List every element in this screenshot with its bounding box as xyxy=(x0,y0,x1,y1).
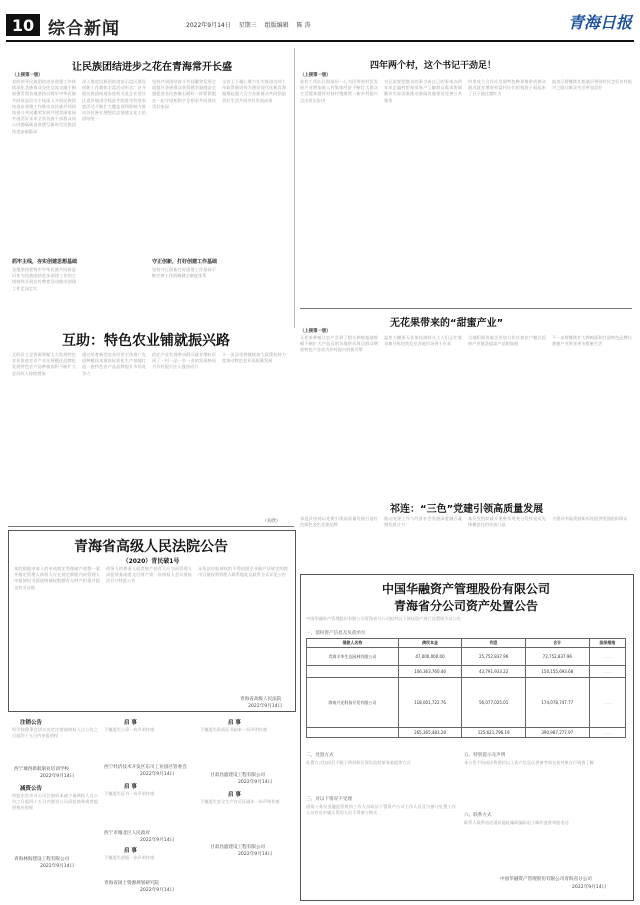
page-header xyxy=(0,0,640,44)
asset-table-header xyxy=(307,639,626,648)
col-header: 合计 xyxy=(525,639,589,648)
cell: 390,987,277.97 xyxy=(525,728,589,738)
article1-subhead2: 守正创新，打好创建工作基础 xyxy=(152,259,218,265)
small-notice-1-issuer: 西宁城西新航职业培训学校 xyxy=(14,767,70,772)
small-notice-2-issuer: 青海林海建设工程有限公司 xyxy=(14,857,70,862)
cell: 47,000,000.00 xyxy=(398,648,462,666)
asset-notes-right-text2: 联系人联系电话通讯地址邮政编码电子邮件监督举报电话 xyxy=(464,820,569,825)
article5-text-col1: 祁连县坚持以党建引领高质量发展打造红色绿色金色党建品牌 xyxy=(300,516,378,528)
asset-table xyxy=(306,638,626,738)
cell: 72,752,837.96 xyxy=(525,648,589,666)
article1-text-col4: 全省上下凝心聚力扎实推进各项工作取得新成效为建设现代化新青海凝聚起强大合力各族群众共同创造美好生活共同享有发展成果 xyxy=(222,79,286,103)
small-notice-1-text: 经学校理事会决议决定注销请债权人自公告之日起四十五日内申报债权 xyxy=(12,727,98,739)
article1-text-col3b: 坚持守正创新打好创建工作基础不断完善工作机制健全制度体系 xyxy=(152,267,216,279)
article4-text-col1: 互助县立足资源禀赋大力发展特色农业推进农业产业化规模化品牌化发展特色农产品种植面积不断扩大农民收入持续增加 xyxy=(12,352,76,376)
court-notice-number: （2020）青民破1号 xyxy=(122,558,180,565)
cell: 125,621,796.19 xyxy=(462,728,526,738)
small-notice-4-date: 2022年9月14日 xyxy=(238,780,273,785)
small-notice-1-date: 2022年9月14日 xyxy=(40,774,75,779)
article1-title: 让民族团结进步之花在青海常开长盛 xyxy=(72,62,232,73)
cell: …… xyxy=(589,666,625,678)
small-notice-5-title: 启 事 xyxy=(124,784,137,790)
court-notice-title: 青海省高级人民法院公告 xyxy=(74,539,228,555)
article5-text-col3: 基层党组织战斗堡垒作用充分发挥党员先锋模范作用更加凸显 xyxy=(468,516,546,528)
small-notice-7-title: 启 事 xyxy=(124,848,137,854)
weekday: 星期三 xyxy=(238,22,257,29)
article1-lead: （上接第一版） xyxy=(12,73,43,78)
small-notice-5-date: 2022年9月14日 xyxy=(140,838,175,843)
newspaper-logo: 青海日报 xyxy=(567,13,632,32)
cell: 174,078,747.77 xyxy=(525,678,589,728)
editor-label: 组版编辑 xyxy=(264,22,289,29)
cell: 106,363,760.46 xyxy=(398,666,462,678)
asset-notes-left-text2: 国家公务员金融监管机构工作人员政法干警资产公司工作人员及与参与处置工作人员有近亲属关系的人员不得参与购买 xyxy=(306,804,456,816)
asset-notes-right-2: 六、联系方式 xyxy=(464,813,492,818)
article1-text-col1b: 各地坚持把铸牢中华民族共同体意识作为民族团结进步创建工作的主线持续开展宣传教育活动推动创建工作走深走实 xyxy=(12,267,76,291)
cell xyxy=(307,728,399,738)
article4-byline: （关欣） xyxy=(262,519,281,524)
asset-notice-title2: 青海省分公司资产处置公告 xyxy=(393,599,538,613)
asset-notes-right-text1: 本公告不构成出售要约以上资产信息仅供参考请交易对象自行调查了解 xyxy=(464,760,594,765)
table-row xyxy=(307,648,626,666)
court-notice-text-col2: 债务人的债务人或者财产持有人应当向管理人清偿债务或者交付财产第一次债权人会议将依法召开特此公告 xyxy=(106,566,192,584)
table-row xyxy=(307,678,626,728)
small-notice-6-text: 不慎遗失安全生产许可证副本一份声明作废 xyxy=(200,799,280,804)
small-notice-3-text: 不慎遗失公章一枚声明作废 xyxy=(104,727,155,732)
cell: 43,791,933.22 xyxy=(462,666,526,678)
article2-text-col4: 他表示将继续扎根基层带领村民走好乡村振兴之路让群众生活更加美好 xyxy=(552,79,632,91)
court-notice-issuer: 青海省高级人民法院 xyxy=(240,697,282,702)
article1-text-col1: 党的领导民族团结进步创建工作持续深化各族群众交往交流交融不断加强青海各地坚持以铸牢中华民族共同体意识为主线深入开展民族团结进步创建工作推动各民族共同团结奋斗共同繁荣发展共建美丽家园共创美好未来全省各族干部群众同心同德砥砺奋进谱写新时代民族团结进步新篇章 xyxy=(12,79,76,134)
court-notice-date: 2022年9月14日 xyxy=(248,704,283,709)
article3-text-col2: 温室大棚里无花果挂满枝头工人们正忙着采摘分拣包装发往各地市场供不应求 xyxy=(384,335,462,347)
asset-table-caption: 一、债权资产信息及负债单位 xyxy=(306,631,366,636)
small-notice-6-title: 启 事 xyxy=(228,792,241,798)
editor-name: 陈 涛 xyxy=(296,22,311,29)
asset-notice-issuer: 中国华融资产管理股份有限公司青海省分公司 xyxy=(500,877,592,882)
col-header: 担保措施 xyxy=(589,639,625,648)
article3-text-col1: 无花果种植让农户尝到了甜头种植基地规模不断扩大产品远销各地带动周边群众增收特色产业成为乡村振兴的新引擎 xyxy=(300,335,378,353)
column-divider xyxy=(294,48,295,328)
cell: 150,155,693.68 xyxy=(525,666,589,678)
article2-text-col3: 村里成立合作社发展特色种养殖带动群众就近就业增收致富村民们的钱袋子鼓起来了日子越过越红火 xyxy=(468,79,546,97)
cell xyxy=(307,666,399,678)
cell: 265,365,483.28 xyxy=(398,728,462,738)
article5-text-col2: 推动党建工作与经济社会发展深度融合凝聚发展合力 xyxy=(384,516,462,528)
cell: 56,077,025.01 xyxy=(462,678,526,728)
cell: 海南兴光科技开发有限公司 xyxy=(307,678,399,728)
article1-text-col3: 坚持共同团结奋斗共同繁荣发展全面提升各族群众获得感幸福感安全感促进各民族像石榴籽一样紧紧抱在一起守望相助手足相亲共同建设美好家园 xyxy=(152,79,216,109)
small-notice-3-issuer: 西宁经济技术开发区东川工业园区管委会 xyxy=(104,765,187,770)
article2-bottom-rule xyxy=(300,308,632,309)
table-row xyxy=(307,728,626,738)
article1-subhead1: 抓牢主线，夯实创建思想基础 xyxy=(12,259,78,265)
col-header: 债权本金 xyxy=(398,639,462,648)
article2-text-col2: 书记说要把群众的事当成自己的事来办四年来走遍村里每家每户了解群众需求协调解决实际困难推动基础设施建设完善公共服务 xyxy=(384,79,462,103)
small-notice-4-title: 启 事 xyxy=(228,720,241,726)
header-rule xyxy=(6,40,634,42)
col-header: 利息 xyxy=(462,639,526,648)
court-notice-text-col3: 未依法申报债权的不得依照企业破产法规定的程序行使权利管理人联系地址及联系方式详见公告 xyxy=(198,566,288,578)
article2-text-col1: 驻村工作队扎根基层一心为民带领村民发展产业增加收入村集体经济不断壮大群众生活越来越好村容村貌焕然一新乡村振兴迈出坚实步伐 xyxy=(300,79,378,103)
small-notice-7-text: 不慎遗失票据一张声明作废 xyxy=(104,855,155,860)
small-notice-7-date: 2022年9月14日 xyxy=(140,888,175,893)
article5-title: 祁连：“三色”党建引领高质量发展 xyxy=(390,504,544,515)
article3-text-col3: 当地积极探索企业加合作社加农户模式延伸产业链条提高产品附加值 xyxy=(468,335,546,347)
small-notice-3-date: 2022年9月14日 xyxy=(140,772,175,777)
article3-lead: （上接第一版） xyxy=(300,329,331,334)
small-notice-7-issuer: 青海省国土资源规划研究院 xyxy=(104,881,160,886)
cell: 25,752,837.96 xyxy=(462,648,526,666)
article4-text-col3: 依托产业发展带动群众就业增收形成了一村一品一乡一业的发展格局为乡村振兴注入强劲动力 xyxy=(152,352,216,370)
cell: …… xyxy=(589,728,625,738)
small-notice-5-issuer: 西宁市城北区人民政府 xyxy=(104,831,150,836)
small-notice-6-issuer: 甘肃昌盛建设工程有限公司 xyxy=(210,845,266,850)
asset-notes-left-text1: 处置方式包括但不限于债权转让诉讼追偿债务重组等方式 xyxy=(306,760,411,765)
article2-lead: （上接第一版） xyxy=(300,73,331,78)
small-notice-2-title: 减资公告 xyxy=(20,786,43,792)
col-header: 借款人名称 xyxy=(307,639,399,648)
section-title: 综合新闻 xyxy=(48,19,120,39)
small-notice-4-text: 不慎遗失资质证书副本一份声明作废 xyxy=(200,727,268,732)
asset-notes-left-1: 二、处置方式 xyxy=(306,753,334,758)
asset-notice-title1: 中国华融资产管理股份有限公司 xyxy=(381,582,550,596)
small-notice-1-title: 注销公告 xyxy=(20,720,43,726)
article2-title: 四年两个村，这个书记干劲足！ xyxy=(370,61,497,71)
article1-text-col2: 深入推进民族团结进步示范区建设创新工作载体丰富活动形式广泛开展民族团结进步进机关进企业进社区进乡镇进学校进寺院进军营进家庭活动不断扩大覆盖面和影响力推动各民族在理想信念情感文化上的团结统一 xyxy=(82,79,146,122)
cell: …… xyxy=(589,678,625,728)
page-number: 10 xyxy=(6,14,40,36)
article3-title: 无花果带来的“甜蜜产业” xyxy=(390,318,504,329)
asset-notice-intro: 中国华融资产管理股份有限公司青海省分公司拟对以下债权资产进行处置现予以公告 xyxy=(306,616,461,621)
small-notice-2-date: 2022年9月14日 xyxy=(40,864,75,869)
article4-bottom-rule xyxy=(8,526,294,527)
asset-notice-date: 2022年9月14日 xyxy=(572,885,607,890)
asset-notes-right-1: 五、特别提示及声明 xyxy=(464,753,506,758)
article5-text-col4: 为建设幸福美丽新祁连提供坚强组织保证 xyxy=(552,516,628,521)
article3-text-col4: 下一步将继续扩大种植面积打造特色品牌让甜蜜产业带来更多甜蜜生活 xyxy=(552,335,632,347)
article4-title: 互助：特色农业铺就振兴路 xyxy=(62,333,230,349)
article4-text-col4: 下一步县里将继续加大政策扶持力度推动特色农业高质量发展 xyxy=(222,352,286,364)
small-notice-4-issuer: 甘肃昌盛建设工程有限公司 xyxy=(210,773,266,778)
small-notice-6-date: 2022年9月14日 xyxy=(238,852,273,857)
small-notice-2-text: 经股东会决议公司注册资本减少请债权人自公告之日起四十五日内要求公司清偿债务或者提供相应担保 xyxy=(12,793,98,811)
cell: 118,001,722.76 xyxy=(398,678,462,728)
article4-text-col2: 通过培育新型农业经营主体推广先进种植技术建设标准化生产基地打造一批特色农产品品牌提升市场竞争力 xyxy=(82,352,146,376)
asset-notes-left-2: 三、对以下情况不受理 xyxy=(306,797,352,802)
issue-date: 2022年9月14日 xyxy=(186,22,231,29)
cell: …… xyxy=(589,648,625,666)
court-notice-text-col1: 本院根据申请人的申请裁定受理破产重整一案并指定管理人债权人应在规定期限内向管理人申报债权书面说明债权数额有无财产担保并提交有关证据 xyxy=(14,566,100,590)
small-notice-3-title: 启 事 xyxy=(124,720,137,726)
header-meta xyxy=(186,20,316,29)
table-row xyxy=(307,666,626,678)
small-notice-5-text: 不慎遗失证书一份声明作废 xyxy=(104,791,155,796)
cell: 青海丰华生态园林有限公司 xyxy=(307,648,399,666)
